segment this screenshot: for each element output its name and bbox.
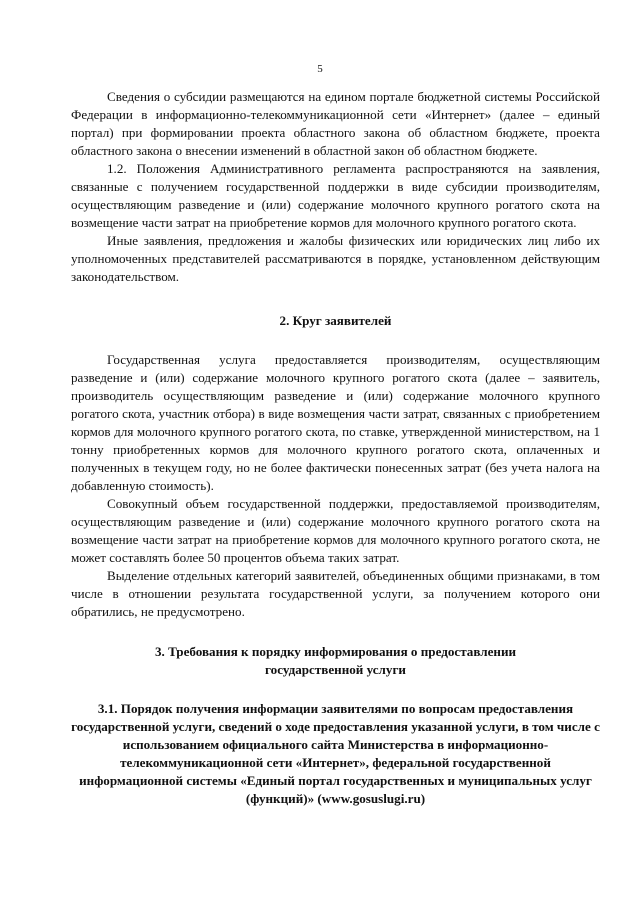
- subsection-heading-3-1: 3.1. Порядок получения информации заявителями по вопросам предоставления государственной услуги, сведений о ходе предоставления указанной услуги, в том числе с использованием официального сайта Министерства в информационно-телекоммуникационной сети «Интернет», федеральной государственной информационной системы «Единый портал государственных и муниципальных услуг (функций)» (www.gosuslugi.ru): [71, 701, 600, 806]
- paragraph: Совокупный объем государственной поддержки, предоставляемой производителям, осуществляющим разведение и (или) содержание молочного крупного рогатого скота на возмещение части затрат на приобретение кормов для молочного крупного рогатого скота, не может составлять более 50 процентов объема таких затрат.: [71, 496, 600, 565]
- paragraph: Государственная услуга предоставляется производителям, осуществляющим разведение и (или) содержание молочного крупного рогатого скота (далее – заявитель, производитель осуществляющим разведение и (или) содержание молочного крупного рогатого скота, участник отбора) в виде возмещения части затрат, связанных с приобретением кормов для молочного крупного рогатого скота, по ставке, утвержденной министерством, на 1 тонну приобретенных кормов для молочного крупного рогатого скота, оплаченных и полученных в текущем году, но не более фактически понесенных затрат (без учета налога на добавленную стоимость).: [71, 352, 600, 493]
- section-heading-3: 3. Требования к порядку информирования о предоставлении государственной услуги: [154, 644, 517, 677]
- paragraph: 1.2. Положения Административного регламента распространяются на заявления, связанные с получением государственной поддержки в виде субсидии производителям, осуществляющим разведение и (или) содержание молочного крупного рогатого скота на возмещение части затрат на приобретение кормов для молочного крупного рогатого скота.: [71, 161, 600, 230]
- paragraph: Сведения о субсидии размещаются на едином портале бюджетной системы Российской Федерации в информационно-телекоммуникационной сети «Интернет» (далее – единый портал) при формировании проекта областного закона об областном бюджете, проекта областного закона о внесении изменений в областной закон об областном бюджете.: [71, 89, 600, 158]
- paragraph: Иные заявления, предложения и жалобы физических или юридических лиц либо их уполномоченных представителей рассматриваются в порядке, установленном действующим законодательством.: [71, 233, 600, 284]
- section-heading-2: 2. Круг заявителей: [279, 313, 392, 328]
- paragraph: Выделение отдельных категорий заявителей, объединенных общими признаками, в том числе в отношении результата государственной услуги, за получением которого они обратились, не предусмотрено.: [71, 568, 600, 619]
- page-number: 5: [317, 63, 323, 75]
- document-body: [71, 88, 600, 808]
